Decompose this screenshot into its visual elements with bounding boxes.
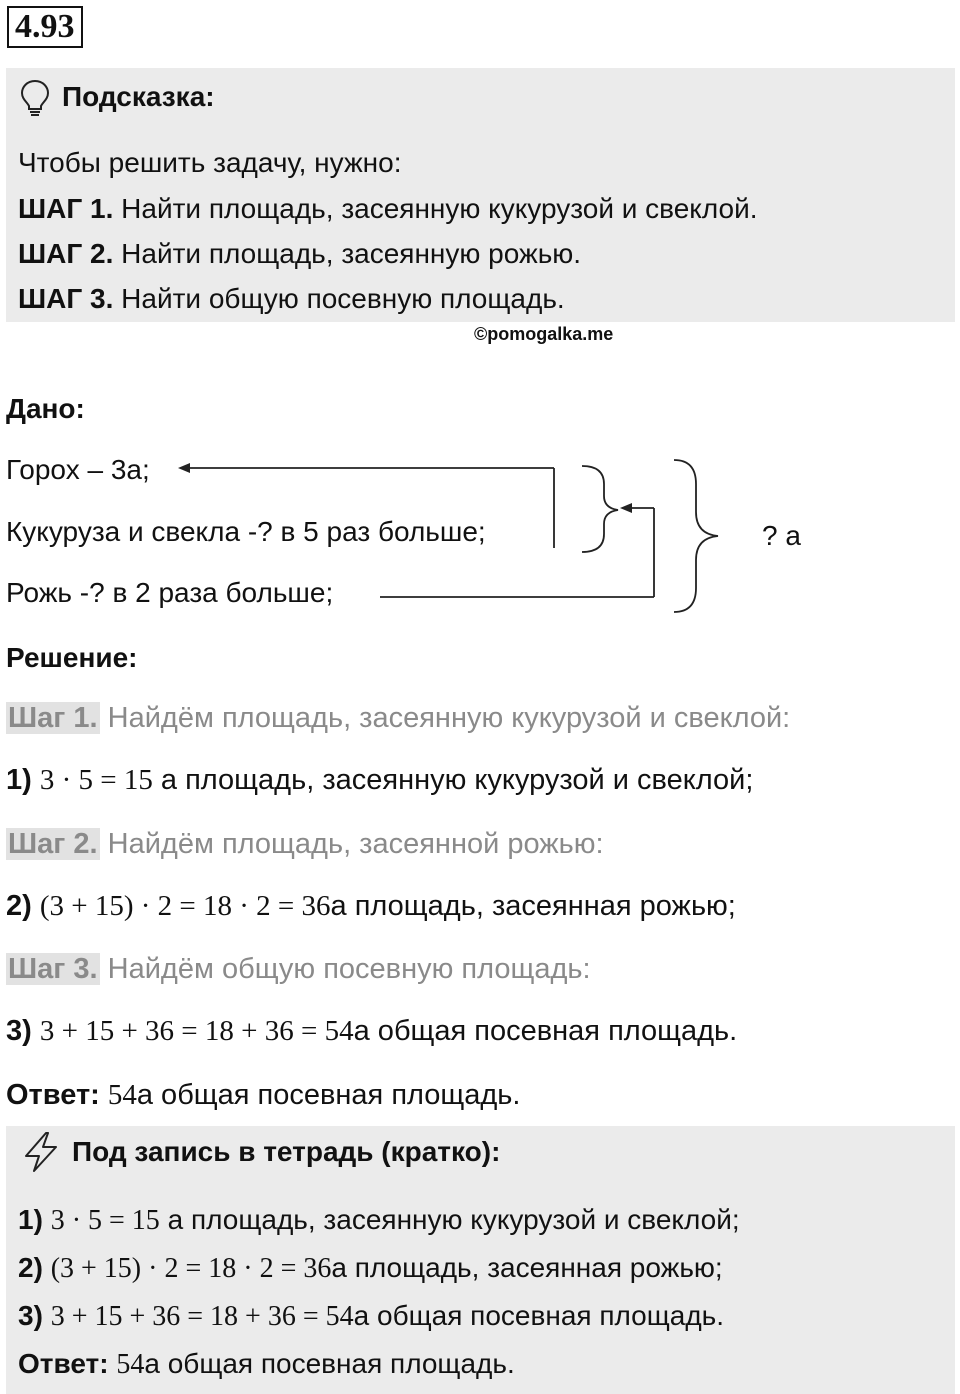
note-line-2 (18, 1251, 723, 1286)
line-number: 3) (6, 1015, 40, 1047)
task-number: 4.93 (7, 6, 83, 48)
answer-text: а общая посевная площадь. (144, 1348, 515, 1379)
step-tag: Шаг 2. (8, 828, 98, 860)
solution-step-2-heading (6, 826, 604, 862)
step-tag: Шаг 1. (8, 702, 98, 734)
math-expression: 3 · 5 = 15 (39, 764, 153, 796)
given-diagram (170, 450, 730, 620)
given-corn-beet: Кукуруза и свекла -? в 5 раз больше; (6, 516, 486, 547)
note-answer (18, 1347, 515, 1382)
lightbulb-icon (18, 78, 52, 118)
solution-line-3 (6, 1013, 737, 1049)
line-text: а площадь, засеянную кукурузой и свеклой; (159, 1204, 740, 1235)
solution-title: Решение: (6, 642, 138, 673)
given-title: Дано: (6, 393, 85, 424)
note-line-3 (18, 1299, 724, 1334)
hint-step-label: ШАГ 3. (18, 283, 114, 314)
solution-line-1 (6, 762, 753, 798)
solution-answer (6, 1077, 520, 1113)
math-expression: 3 · 5 = 15 (50, 1205, 160, 1236)
solution-step-3-heading (6, 951, 591, 987)
answer-text: а общая посевная площадь. (136, 1079, 521, 1111)
step-head-text: Найдём площадь, засеянную кукурузой и свеклой: (99, 702, 791, 734)
line-number: 3) (18, 1300, 51, 1331)
math-expression: 3 + 15 + 36 = 18 + 36 = 54 (39, 1015, 354, 1047)
math-expression: (3 + 15) · 2 = 18 · 2 = 36 (50, 1253, 332, 1284)
line-text: а площадь, засеянная рожью; (331, 1252, 723, 1283)
hint-step-2 (18, 237, 581, 271)
line-number: 2) (6, 890, 40, 922)
line-number: 1) (18, 1204, 51, 1235)
line-number: 2) (18, 1252, 51, 1283)
step-head-text: Найдём площадь, засеянной рожью: (99, 828, 604, 860)
answer-value: 54 (116, 1349, 145, 1380)
answer-label: Ответ: (18, 1348, 117, 1379)
step-head-text: Найдём общую посевную площадь: (99, 953, 591, 985)
line-number: 1) (6, 764, 40, 796)
lightning-icon (20, 1130, 62, 1174)
math-expression: (3 + 15) · 2 = 18 · 2 = 36 (39, 890, 331, 922)
answer-label: Ответ: (6, 1079, 108, 1111)
total-unknown-label: ? а (762, 520, 801, 551)
hint-step-label: ШАГ 2. (18, 238, 114, 269)
hint-step-text: Найти общую посевную площадь. (113, 283, 565, 314)
hint-step-label: ШАГ 1. (18, 193, 114, 224)
line-text: а общая посевная площадь. (353, 1015, 738, 1047)
given-peas: Горох – 3а; (6, 454, 150, 485)
copyright: ©pomogalka.me (474, 324, 614, 344)
solution-step-1-heading (6, 700, 790, 736)
line-text: а площадь, засеянная рожью; (330, 890, 736, 922)
hint-intro: Чтобы решить задачу, нужно: (18, 147, 402, 178)
hint-step-text: Найти площадь, засеянную рожью. (113, 238, 582, 269)
given-rye: Рожь -? в 2 раза больше; (6, 577, 334, 608)
line-text: а площадь, засеянную кукурузой и свеклой; (152, 764, 754, 796)
solution-line-2 (6, 888, 736, 924)
note-line-1 (18, 1203, 740, 1238)
step-tag: Шаг 3. (8, 953, 98, 985)
hint-step-text: Найти площадь, засеянную кукурузой и свеклой. (113, 193, 758, 224)
line-text: а общая посевная площадь. (353, 1300, 725, 1331)
math-expression: 3 + 15 + 36 = 18 + 36 = 54 (50, 1301, 354, 1332)
hint-title: Подсказка: (62, 81, 215, 112)
answer-value: 54 (107, 1079, 137, 1111)
notes-title: Под запись в тетрадь (кратко): (72, 1136, 501, 1167)
hint-step-3 (18, 282, 565, 316)
hint-step-1 (18, 192, 758, 226)
